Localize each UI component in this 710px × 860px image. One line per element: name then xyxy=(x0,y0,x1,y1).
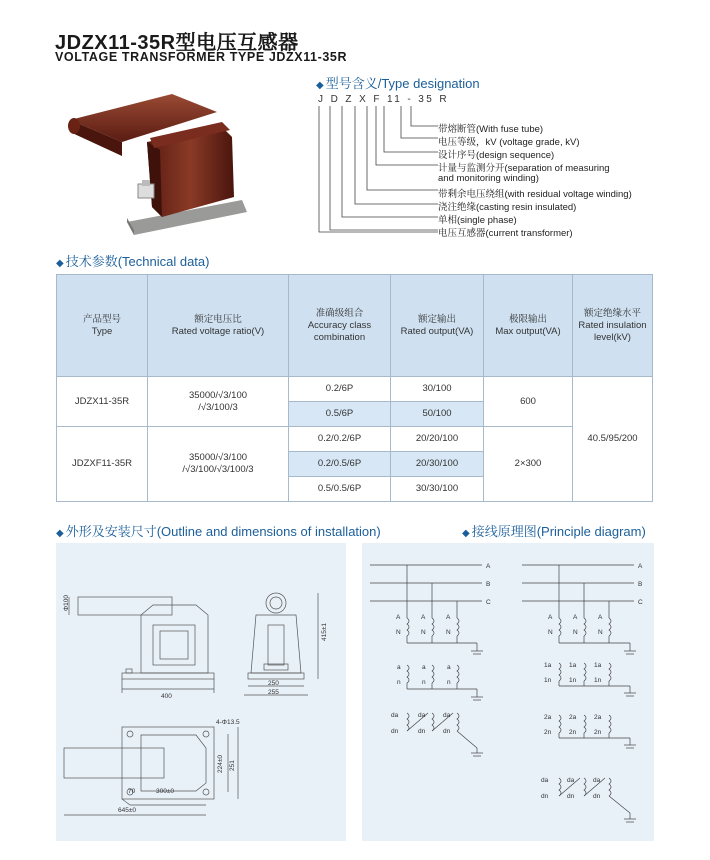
svg-text:a: a xyxy=(422,664,426,671)
col-output: 额定输出 Rated output(VA) xyxy=(391,275,484,377)
dim-224: 224±0 xyxy=(217,754,224,773)
bus-a: A xyxy=(638,563,643,570)
svg-text:2n: 2n xyxy=(569,729,577,736)
col-ratio: 额定电压比 Rated voltage ratio(V) xyxy=(148,275,289,377)
designation-item: and monitoring winding) xyxy=(438,173,539,184)
svg-text:1n: 1n xyxy=(594,677,602,684)
designation-item: 浇注绝缘(casting resin insulated) xyxy=(438,202,577,213)
svg-text:da: da xyxy=(593,777,601,784)
plan-view xyxy=(64,727,238,815)
bus-b: B xyxy=(638,581,643,588)
svg-text:da: da xyxy=(567,777,575,784)
designation-item: 带熔断管(With fuse tube) xyxy=(438,124,544,135)
svg-text:da: da xyxy=(418,712,426,719)
col-accuracy: 准确级组合 Accuracy class combination xyxy=(289,275,391,377)
designation-item: 设计序号(design sequence) xyxy=(438,150,555,161)
table-cell: 0.2/6P xyxy=(289,377,391,402)
svg-text:dn: dn xyxy=(593,793,601,800)
svg-text:N: N xyxy=(396,629,401,636)
svg-text:1a: 1a xyxy=(594,662,602,669)
svg-text:dn: dn xyxy=(391,728,399,735)
svg-text:A: A xyxy=(573,614,578,621)
table-cell: 40.5/95/200 xyxy=(573,377,653,502)
svg-text:A: A xyxy=(548,614,553,621)
dim-300: 300±0 xyxy=(156,788,175,795)
principle-heading: ◆ 接线原理图(Principle diagram) xyxy=(462,524,646,539)
svg-text:N: N xyxy=(421,629,426,636)
svg-text:dn: dn xyxy=(443,728,451,735)
table-cell: 0.2/0.2/6P xyxy=(289,427,391,452)
table-cell: 2×300 xyxy=(484,427,573,502)
table-cell: JDZX11-35R xyxy=(57,377,148,427)
designation-item: 电压互感器(current transformer) xyxy=(438,228,573,239)
svg-text:A: A xyxy=(396,614,401,621)
svg-text:dn: dn xyxy=(418,728,426,735)
outline-heading: ◆ 外形及安装尺寸(Outline and dimensions of installation) xyxy=(56,524,381,539)
table-cell: 600 xyxy=(484,377,573,427)
product-photo xyxy=(52,72,247,247)
svg-text:a: a xyxy=(397,664,401,671)
table-cell: 0.5/0.5/6P xyxy=(289,477,391,502)
svg-text:N: N xyxy=(573,629,578,636)
table-cell: 35000/√3/100 /√3/100/√3/100/3 xyxy=(148,427,289,502)
principle-diagram-panel xyxy=(362,543,654,841)
table-cell: 20/30/100 xyxy=(391,452,484,477)
svg-text:A: A xyxy=(421,614,426,621)
table-cell: 35000/√3/100 /√3/100/3 xyxy=(148,377,289,427)
designation-item: 计量与监测分开(separation of measuring xyxy=(438,163,610,174)
col-max: 极限输出 Max output(VA) xyxy=(484,275,573,377)
svg-text:2n: 2n xyxy=(544,729,552,736)
table-cell: 30/100 xyxy=(391,377,484,402)
dim-415: 415±1 xyxy=(321,622,328,641)
svg-text:N: N xyxy=(446,629,451,636)
table-cell: JDZXF11-35R xyxy=(57,427,148,502)
svg-text:dn: dn xyxy=(541,793,549,800)
svg-text:a: a xyxy=(447,664,451,671)
dim-251: 251 xyxy=(229,760,236,771)
dim-phi100: Φ100 xyxy=(63,594,70,611)
front-view xyxy=(69,597,214,693)
dim-250: 250 xyxy=(268,680,279,687)
table-cell: 0.5/6P xyxy=(289,402,391,427)
svg-text:N: N xyxy=(598,629,603,636)
table-cell: 0.2/0.5/6P xyxy=(289,452,391,477)
dim-255: 255 xyxy=(268,689,279,696)
page-title: JDZX11-35R型电压互感器 xyxy=(55,32,299,54)
svg-text:2a: 2a xyxy=(544,714,552,721)
outline-drawing-panel xyxy=(56,543,346,841)
svg-text:n: n xyxy=(447,679,451,686)
dim-holes: 4-Φ13.5 xyxy=(216,719,240,726)
bus-a: A xyxy=(486,563,491,570)
bus-b: B xyxy=(486,581,491,588)
svg-text:da: da xyxy=(541,777,549,784)
svg-text:2a: 2a xyxy=(594,714,602,721)
svg-text:n: n xyxy=(422,679,426,686)
col-type: 产品型号 Type xyxy=(57,275,148,377)
svg-text:2a: 2a xyxy=(569,714,577,721)
designation-item: 电压等级，kV (voltage grade, kV) xyxy=(438,137,580,148)
svg-text:1n: 1n xyxy=(544,677,552,684)
side-view xyxy=(244,593,318,695)
table-row xyxy=(57,377,653,402)
table-row xyxy=(57,275,653,377)
designation-item: 带剩余电压绕组(with residual voltage winding) xyxy=(438,189,632,200)
svg-text:N: N xyxy=(548,629,553,636)
bus-c: C xyxy=(638,599,643,606)
table-cell: 30/30/100 xyxy=(391,477,484,502)
svg-text:2n: 2n xyxy=(594,729,602,736)
type-designation-heading: ◆ 型号含义/Type designation xyxy=(316,76,480,91)
technical-heading: ◆ 技术参数(Technical data) xyxy=(56,254,210,269)
svg-text:A: A xyxy=(598,614,603,621)
svg-text:da: da xyxy=(391,712,399,719)
svg-text:1a: 1a xyxy=(569,662,577,669)
svg-text:A: A xyxy=(446,614,451,621)
page-subtitle: VOLTAGE TRANSFORMER TYPE JDZX11-35R xyxy=(55,50,348,64)
svg-text:1n: 1n xyxy=(569,677,577,684)
bus-c: C xyxy=(486,599,491,606)
designation-leader-lines xyxy=(310,104,440,239)
dim-645: 645±0 xyxy=(118,807,137,814)
svg-text:1a: 1a xyxy=(544,662,552,669)
designation-item: 单相(single phase) xyxy=(438,215,517,226)
technical-table xyxy=(56,274,653,502)
type-code: J D Z X F 11 - 35 R xyxy=(318,94,449,105)
svg-text:da: da xyxy=(443,712,451,719)
table-cell: 20/20/100 xyxy=(391,427,484,452)
table-cell: 50/100 xyxy=(391,402,484,427)
dim-400: 400 xyxy=(161,693,172,700)
svg-text:n: n xyxy=(397,679,401,686)
col-insulation: 额定绝缘水平 Rated insulation level(kV) xyxy=(573,275,653,377)
dim-70: 70 xyxy=(128,788,136,795)
table-row xyxy=(57,427,653,452)
svg-text:dn: dn xyxy=(567,793,575,800)
